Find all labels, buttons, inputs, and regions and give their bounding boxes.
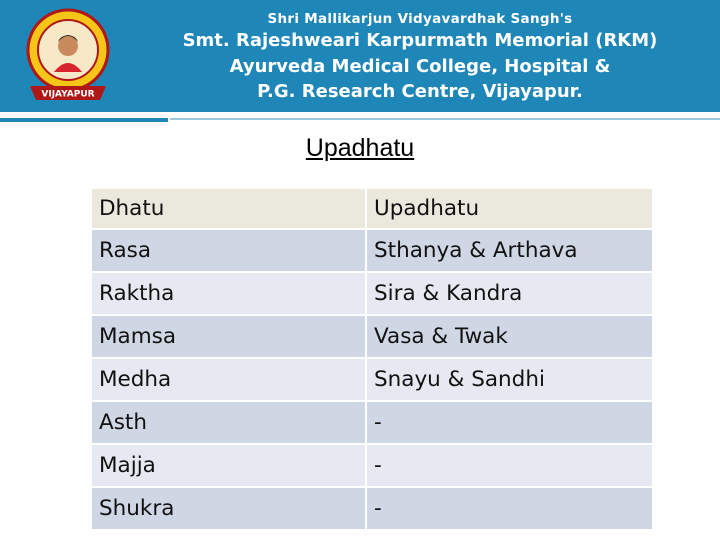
- sangh-name: Shri Mallikarjun Vidyavardhak Sangh's: [267, 11, 573, 27]
- table-row: [91, 229, 653, 272]
- upadhatu-cell: -: [366, 444, 653, 487]
- college-type-line: Ayurveda Medical College, Hospital &: [229, 56, 611, 77]
- banner-accent-line: [0, 118, 168, 122]
- dhatu-cell: Medha: [91, 358, 366, 401]
- table-row: [91, 315, 653, 358]
- dhatu-cell: Majja: [91, 444, 366, 487]
- college-logo-icon: [20, 6, 120, 106]
- upadhatu-cell: Vasa & Twak: [366, 315, 653, 358]
- table-row: [91, 444, 653, 487]
- column-header-dhatu: Dhatu: [91, 188, 366, 229]
- logo-text: VIJAYAPUR: [41, 89, 95, 100]
- upadhatu-cell: -: [366, 487, 653, 530]
- college-name-line: Smt. Rajeshweari Karpurmath Memorial (RKM): [182, 30, 658, 51]
- college-location-line: P.G. Research Centre, Vijayapur.: [257, 81, 583, 102]
- table-row: [91, 272, 653, 315]
- dhatu-cell: Raktha: [91, 272, 366, 315]
- column-header-upadhatu: Upadhatu: [366, 188, 653, 229]
- upadhatu-cell: Sira & Kandra: [366, 272, 653, 315]
- upadhatu-cell: Sthanya & Arthava: [366, 229, 653, 272]
- table-row: [91, 358, 653, 401]
- table-header-row: [91, 188, 653, 229]
- table-row: [91, 401, 653, 444]
- dhatu-cell: Asth: [91, 401, 366, 444]
- upadhatu-cell: -: [366, 401, 653, 444]
- upadhatu-cell: Snayu & Sandhi: [366, 358, 653, 401]
- table-row: [91, 487, 653, 530]
- banner-thin-line: [170, 118, 720, 120]
- slide-title: Upadhatu: [305, 134, 415, 162]
- dhatu-cell: Shukra: [91, 487, 366, 530]
- upadhatu-table: [90, 187, 654, 531]
- dhatu-cell: Rasa: [91, 229, 366, 272]
- dhatu-cell: Mamsa: [91, 315, 366, 358]
